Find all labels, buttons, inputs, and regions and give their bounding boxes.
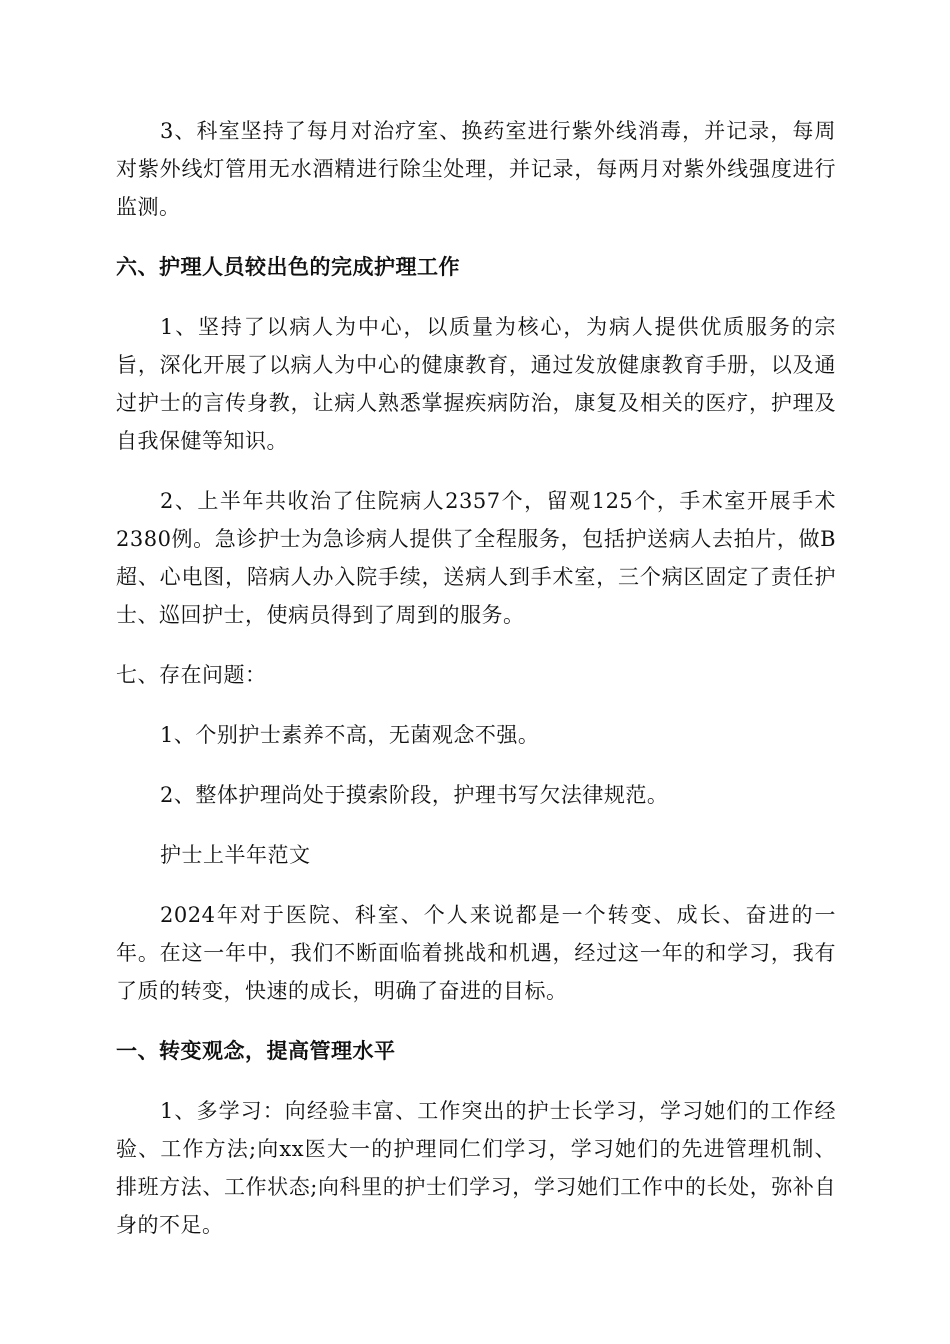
section-heading-nursing-work: 六、护理人员较出色的完成护理工作 (116, 254, 460, 279)
section-heading-problems: 七、存在问题： (116, 663, 267, 687)
sample-title: 护士上半年范文 (160, 843, 311, 867)
paragraph-learning: 1、多学习：向经验丰富、工作突出的护士长学习，学习她们的工作经验、工作方法;向xx医大一的护理同仁们学习，学习她们的先进管理机制、排班方法、工作状态;向科里的护士们学习，学习她们工作中的长处，弥补自身的不足。 (116, 1099, 836, 1237)
paragraph-problem-2: 2、整体护理尚处于摸索阶段，护理书写欠法律规范。 (160, 783, 669, 807)
paragraph-year-summary: 2024年对于医院、科室、个人来说都是一个转变、成长、奋进的一年。在这一年中，我们不断面临着挑战和机遇，经过这一年的和学习，我有了质的转变，快速的成长，明确了奋进的目标。 (116, 903, 836, 1003)
section-heading-management: 一、转变观念，提高管理水平 (116, 1038, 396, 1063)
paragraph-patient-centered: 1、坚持了以病人为中心，以质量为核心，为病人提供优质服务的宗旨，深化开展了以病人为中心的健康教育，通过发放健康教育手册，以及通过护士的言传身教，让病人熟悉掌握疾病防治，康复及相关的医疗，护理及自我保健等知识。 (116, 315, 836, 453)
paragraph-uv-disinfection: 3、科室坚持了每月对治疗室、换药室进行紫外线消毒，并记录，每周对紫外线灯管用无水酒精进行除尘处理，并记录，每两月对紫外线强度进行监测。 (116, 119, 836, 219)
paragraph-half-year-stats: 2、上半年共收治了住院病人2357个，留观125个，手术室开展手术2380例。急诊护士为急诊病人提供了全程服务，包括护送病人去拍片，做B超、心电图，陪病人办入院手续，送病人到手术室，三个病区固定了责任护士、巡回护士，使病员得到了周到的服务。 (116, 489, 836, 627)
paragraph-problem-1: 1、个别护士素养不高，无菌观念不强。 (160, 723, 540, 747)
document-body (116, 112, 836, 1244)
